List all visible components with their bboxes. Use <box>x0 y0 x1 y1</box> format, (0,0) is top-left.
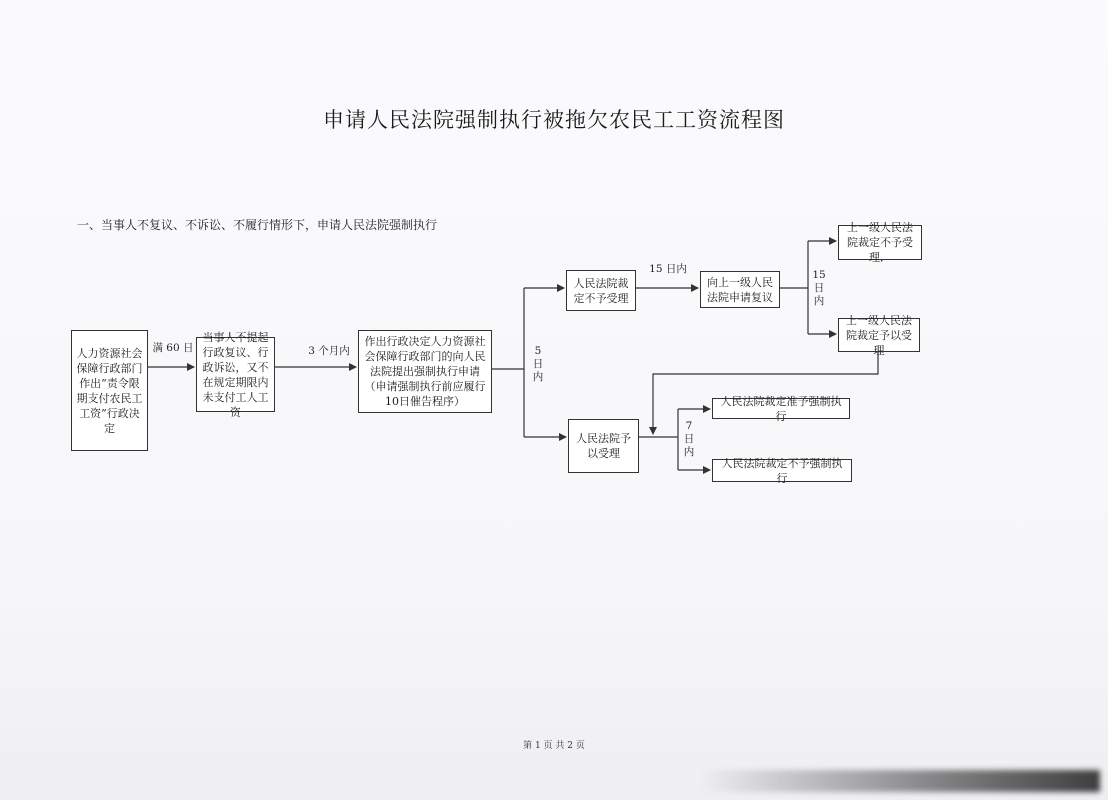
node-enforcement-application: 作出行政决定人力资源社会保障行政部门的向人民法院提出强制执行申请（申请强制执行前应履行10日催告程序） <box>358 330 492 413</box>
node-higher-court-accepts: 上一级人民法院裁定予以受理 <box>838 318 920 352</box>
node-admin-decision: 人力资源社会保障行政部门作出“责令限期支付农民工工资”行政决定 <box>71 330 148 451</box>
label-7-days: 7日内 <box>683 420 695 458</box>
page-footer: 第 1 页 共 2 页 <box>523 741 585 751</box>
node-court-rejects: 人民法院裁定不予受理 <box>566 270 636 311</box>
label-15-days-side: 15日内 <box>812 269 826 307</box>
node-apply-reconsideration: 向上一级人民法院申请复议 <box>700 271 780 308</box>
node-higher-court-rejects: 上一级人民法院裁定不予受理． <box>838 225 922 260</box>
node-court-accepts: 人民法院予以受理 <box>568 419 639 473</box>
label-5-days: 5日内 <box>532 345 544 383</box>
node-enforcement-granted: 人民法院裁定准予强制执行 <box>712 398 850 419</box>
label-3-months: 3 个月内 <box>308 345 350 357</box>
node-enforcement-denied: 人民法院裁定不予强制执行 <box>712 459 852 482</box>
page-title: 申请人民法院强制执行被拖欠农民工工资流程图 <box>323 108 785 132</box>
section-heading: 一、当事人不复议、不诉讼、不履行情形下，申请人民法院强制执行 <box>77 218 438 232</box>
node-no-appeal: 当事人不提起行政复议、行政诉讼，又不在规定期限内未支付工人工资 <box>196 337 275 412</box>
label-15-days-top: 15 日内 <box>649 263 687 275</box>
label-60-days: 满 60 日 <box>152 342 194 354</box>
